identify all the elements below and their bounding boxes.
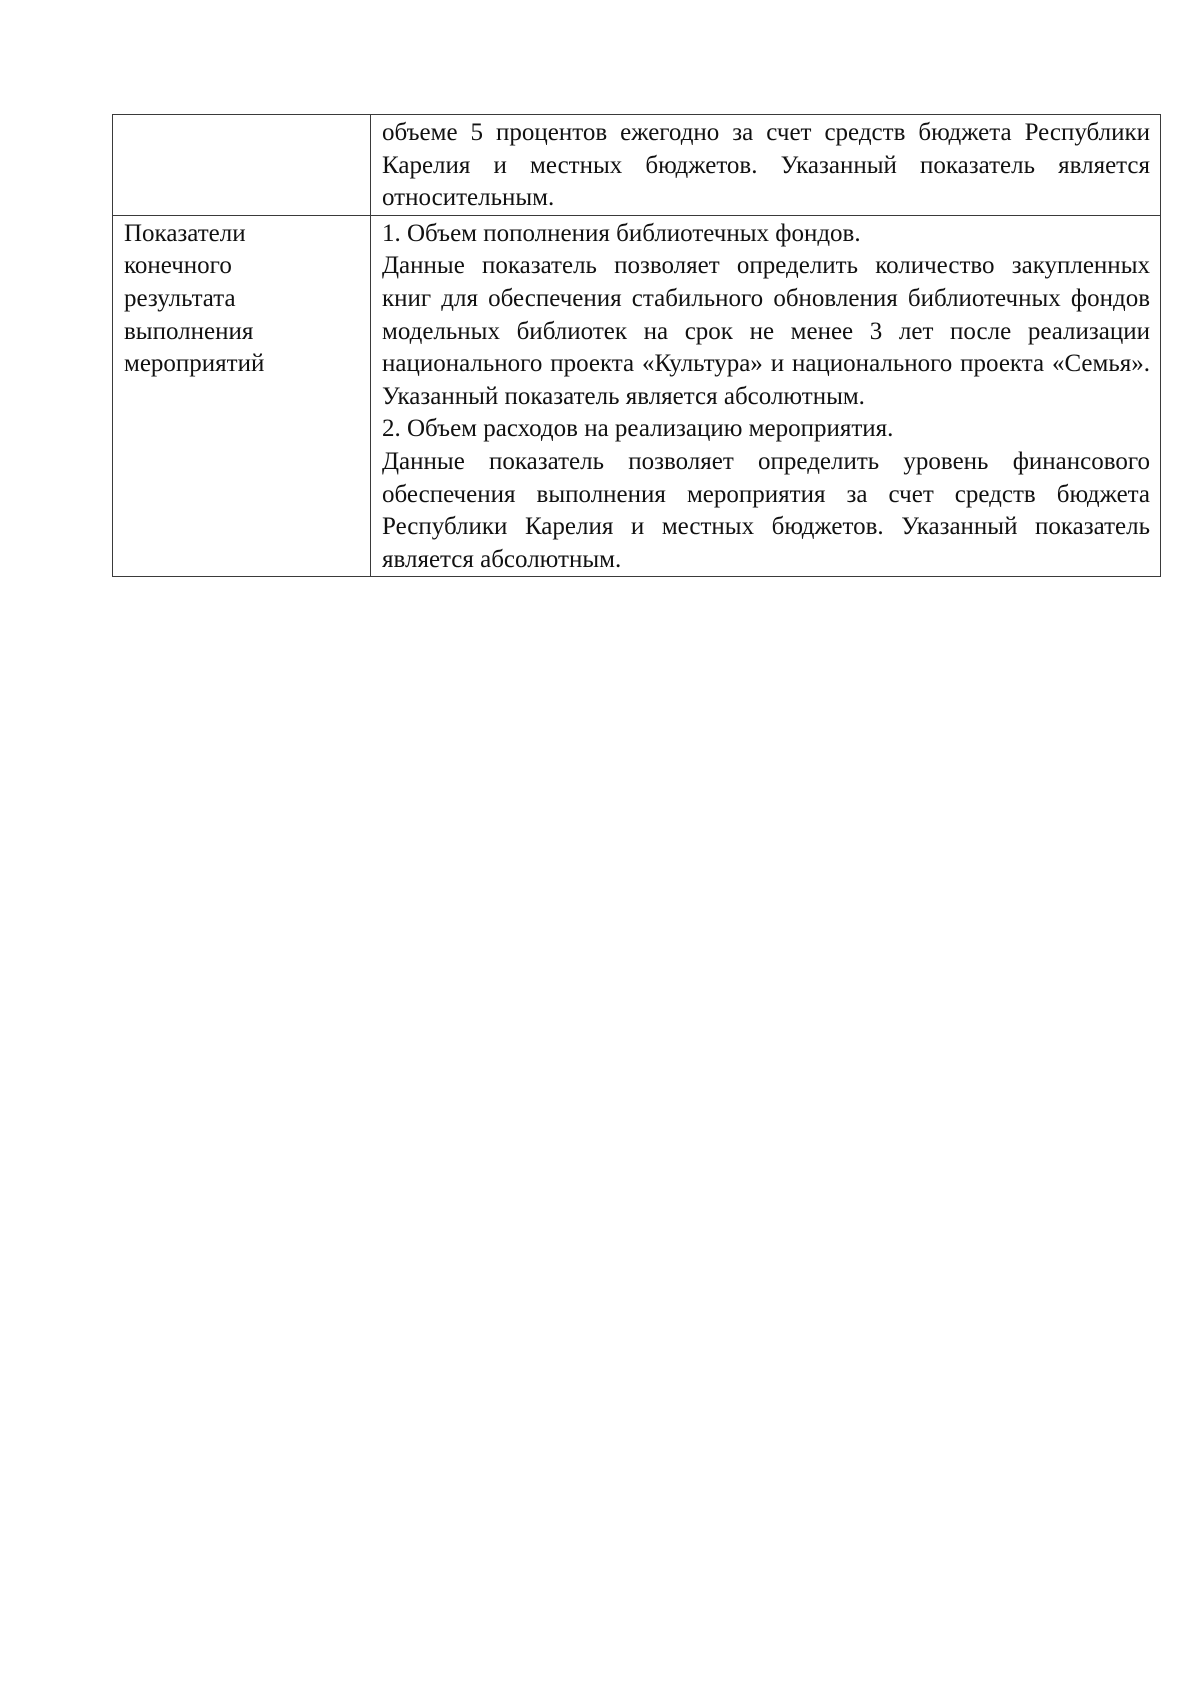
table-row: [113, 215, 1161, 577]
label-line: конечного: [124, 252, 232, 280]
paragraph: Данные показатель позволяет определить уровень финансового обеспечения выполнения мероприятия за счет средств бюджета Республики Карелия и местных бюджетов. Указанный показатель является абсолютным.: [382, 447, 1150, 573]
paragraph: 1. Объем пополнения библиотечных фондов.: [382, 219, 861, 247]
label-line: Показатели: [124, 219, 246, 247]
paragraph: 2. Объем расходов на реализацию мероприятия.: [382, 415, 894, 443]
text-cell: [371, 115, 1161, 216]
text-cell: [371, 215, 1161, 577]
table-row: [113, 115, 1161, 216]
label-line: результата: [124, 284, 236, 312]
label-cell: [113, 215, 371, 577]
label-line: выполнения: [124, 317, 254, 345]
paragraph: объеме 5 процентов ежегодно за счет средств бюджета Республики Карелия и местных бюджетов. Указанный показатель является относительным.: [382, 119, 1150, 212]
label-line: мероприятий: [124, 350, 265, 378]
indicators-table: [112, 114, 1161, 577]
label-cell: [113, 115, 371, 216]
paragraph: Данные показатель позволяет определить количество закупленных книг для обеспечения стабильного обновления библиотечных фондов модельных библиотек на срок не менее 3 лет после реализации национального проекта «Культура» и национального проекта «Семья». Указанный показатель является абсолютным.: [382, 252, 1150, 410]
